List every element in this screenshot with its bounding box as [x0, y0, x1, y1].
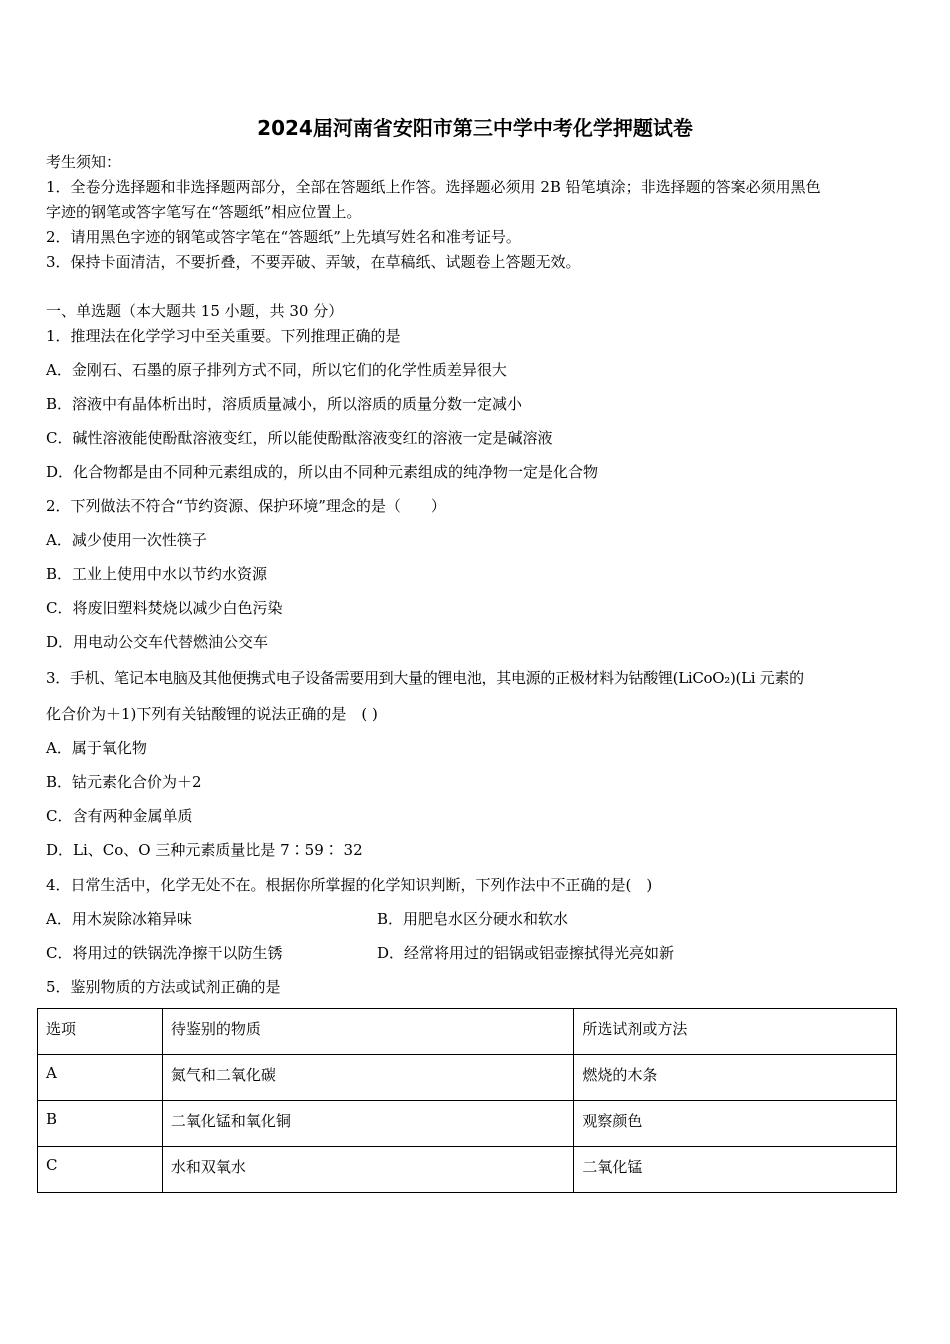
section-heading: 一、单选题（本大题共 15 小题，共 30 分） [46, 302, 344, 320]
notice-item: 2．请用黑色字迹的钢笔或答字笔在“答题纸”上先填写姓名和准考证号。 [46, 228, 521, 246]
question-option: B．钴元素化合价为＋2 [46, 773, 202, 791]
question-option: B．用肥皂水区分硬水和软水 [377, 910, 569, 928]
table-cell: 二氧化锰和氧化铜 [162, 1101, 574, 1147]
page-title: 2024届河南省安阳市第三中学中考化学押题试卷 [257, 116, 693, 140]
identification-table [37, 1008, 897, 1193]
question-option: C．碱性溶液能使酚酞溶液变红，所以能使酚酞溶液变红的溶液一定是碱溶液 [46, 429, 553, 447]
table-header-cell: 选项 [38, 1009, 163, 1055]
table-cell: C [38, 1147, 163, 1193]
table-header-cell: 所选试剂或方法 [574, 1009, 897, 1055]
question-option: B．工业上使用中水以节约水资源 [46, 565, 268, 583]
question-option: D．化合物都是由不同种元素组成的，所以由不同种元素组成的纯净物一定是化合物 [46, 463, 599, 481]
question-stem: 5．鉴别物质的方法或试剂正确的是 [46, 978, 281, 996]
table-header-row [38, 1009, 897, 1055]
question-stem: 3．手机、笔记本电脑及其他便携式电子设备需要用到大量的锂电池，其电源的正极材料为钴酸锂(LiCoO₂)(Li 元素的 [46, 669, 804, 687]
table-cell: A [38, 1055, 163, 1101]
question-stem: 4．日常生活中，化学无处不在。根据你所掌握的化学知识判断，下列作法中不正确的是( ) [46, 876, 653, 894]
table-header-cell: 待鉴别的物质 [162, 1009, 574, 1055]
table-cell: 二氧化锰 [574, 1147, 897, 1193]
question-stem: 2．下列做法不符合“节约资源、保护环境”理念的是（ ） [46, 497, 446, 515]
table-cell: 水和双氧水 [162, 1147, 574, 1193]
table-cell: 燃烧的木条 [574, 1055, 897, 1101]
question-option: A．用木炭除冰箱异味 [46, 910, 192, 928]
question-stem: 1．推理法在化学学习中至关重要。下列推理正确的是 [46, 327, 401, 345]
question-option: B．溶液中有晶体析出时，溶质质量减小，所以溶质的质量分数一定减小 [46, 395, 523, 413]
question-option: D．Li、Co、O 三种元素质量比是 7∶59∶ 32 [46, 841, 363, 859]
question-option: D．用电动公交车代替燃油公交车 [46, 633, 269, 651]
question-option: C．将用过的铁锅洗净擦干以防生锈 [46, 944, 283, 962]
question-option: A．金刚石、石墨的原子排列方式不同，所以它们的化学性质差异很大 [46, 361, 507, 379]
table-cell: 观察颜色 [574, 1101, 897, 1147]
question-option: A．减少使用一次性筷子 [46, 531, 207, 549]
table-row [38, 1101, 897, 1147]
question-option: D．经常将用过的铝锅或铝壶擦拭得光亮如新 [377, 944, 675, 962]
notice-item: 3．保持卡面清洁，不要折叠，不要弄破、弄皱，在草稿纸、试题卷上答题无效。 [46, 253, 581, 271]
notice-heading: 考生须知： [46, 153, 122, 171]
table-row [38, 1055, 897, 1101]
notice-item: 1．全卷分选择题和非选择题两部分，全部在答题纸上作答。选择题必须用 2B 铅笔填涂；非选择题的答案必须用黑色 [46, 178, 821, 196]
table-cell: B [38, 1101, 163, 1147]
question-option: C．将废旧塑料焚烧以减少白色污染 [46, 599, 283, 617]
notice-item: 字迹的钢笔或答字笔写在“答题纸”相应位置上。 [46, 203, 362, 221]
question-stem-continued: 化合价为＋1)下列有关钴酸锂的说法正确的是 ( ) [46, 705, 378, 723]
table-row [38, 1147, 897, 1193]
question-option: C．含有两种金属单质 [46, 807, 193, 825]
question-option: A．属于氧化物 [46, 739, 147, 757]
table-cell: 氮气和二氧化碳 [162, 1055, 574, 1101]
